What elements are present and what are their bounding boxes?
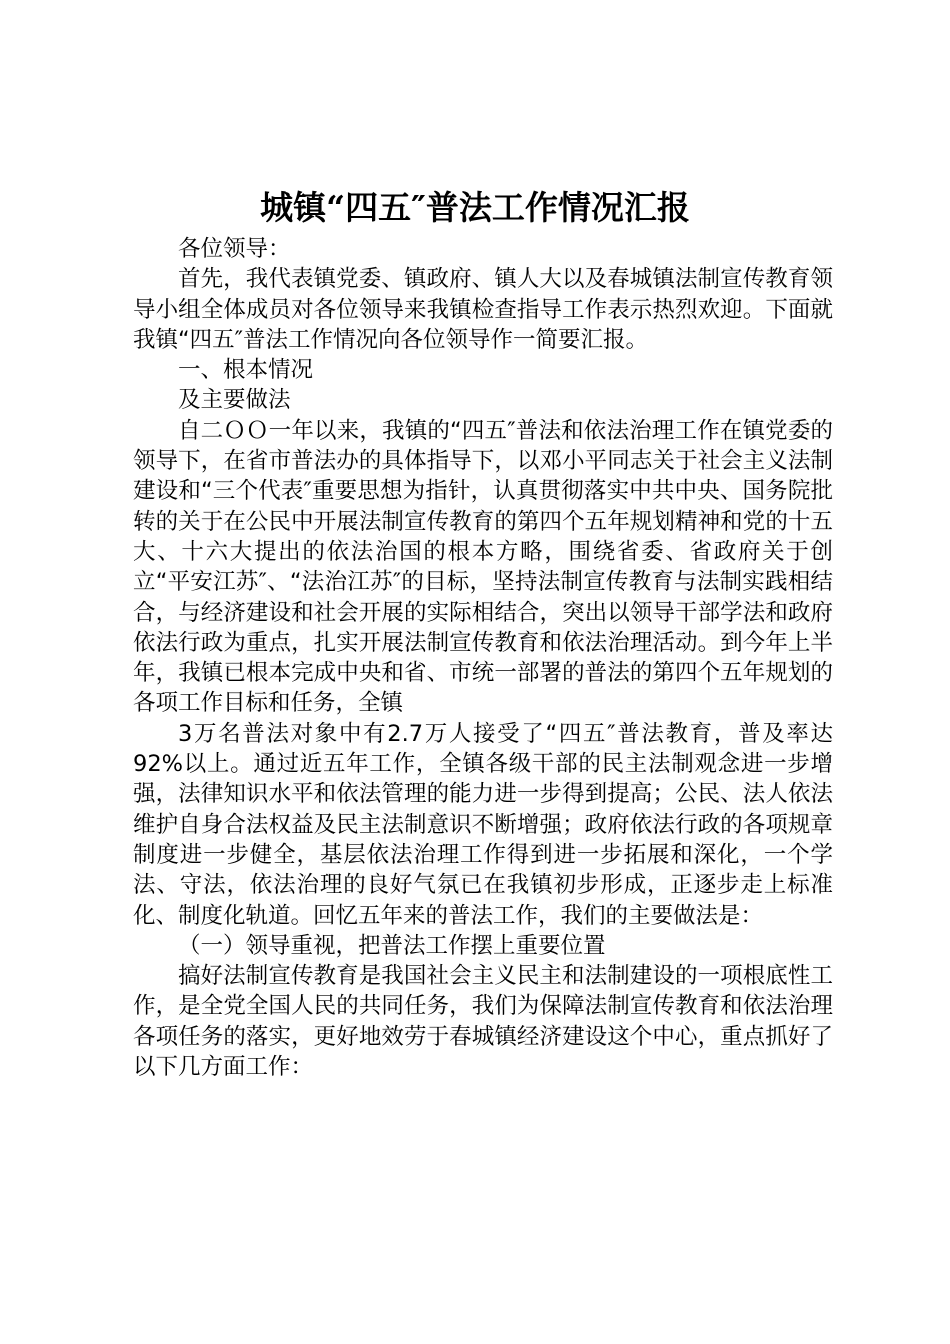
- document-body: [133, 234, 833, 1082]
- paragraph-leadership: 搞好法制宣传教育是我国社会主义民主和法制建设的一项根底性工作，是全党全国人民的共同任务，我们为保障法制宣传教育和依法治理各项任务的落实，更好地效劳于春城镇经济建设这个中心，重点抓好了以下几方面工作：: [133, 963, 833, 1081]
- salutation: 各位领导：: [178, 236, 291, 262]
- document-title: 城镇“四五″普法工作情况汇报: [260, 188, 690, 227]
- paragraph-background: 自二ＯＯ一年以来，我镇的“四五″普法和依法治理工作在镇党委的领导下，在省市普法办的具体指导下，以邓小平同志关于社会主义法制建设和“三个代表″重要思想为指针，认真贯彻落实中共中央、国务院批转的关于在公民中开展法制宣传教育的第四个五年规划精神和党的十五大、十六大提出的依法治国的根本方略，围绕省委、省政府关于创立“平安江苏″、“法治江苏″的目标，坚持法制宣传教育与法制实践相结合，与经济建设和社会开展的实际相结合，突出以领导干部学法和政府依法行政为重点，扎实开展法制宣传教育和依法治理活动。到今年上半年，我镇已根本完成中央和省、市统一部署的普法的第四个五年规划的各项工作目标和任务，全镇: [133, 417, 833, 717]
- section-heading-1: 一、根本情况: [178, 357, 314, 384]
- paragraph-intro: 首先，我代表镇党委、镇政府、镇人大以及春城镇法制宣传教育领导小组全体成员对各位领导来我镇检查指导工作表示热烈欢迎。下面就我镇“四五″普法工作情况向各位领导作一简要汇报。: [133, 266, 833, 353]
- paragraph-results: 3万名普法对象中有2.7万人接受了“四五″普法教育，普及率达92%以上。通过近五年工作，全镇各级干部的民主法制观念进一步增强，法律知识水平和依法管理的能力进一步得到提高；公民、法人依法维护自身合法权益及民主法制意识不断增强；政府依法行政的各项规章制度进一步健全，基层依法治理工作得到进一步拓展和深化，一个学法、守法，依法治理的良好气氛已在我镇初步形成，正逐步走上标准化、制度化轨道。回忆五年来的普法工作，我们的主要做法是：: [133, 720, 833, 929]
- section-heading-1-continued: 及主要做法: [178, 387, 291, 414]
- subsection-heading-1: （一）领导重视，把普法工作摆上重要位置: [178, 932, 606, 959]
